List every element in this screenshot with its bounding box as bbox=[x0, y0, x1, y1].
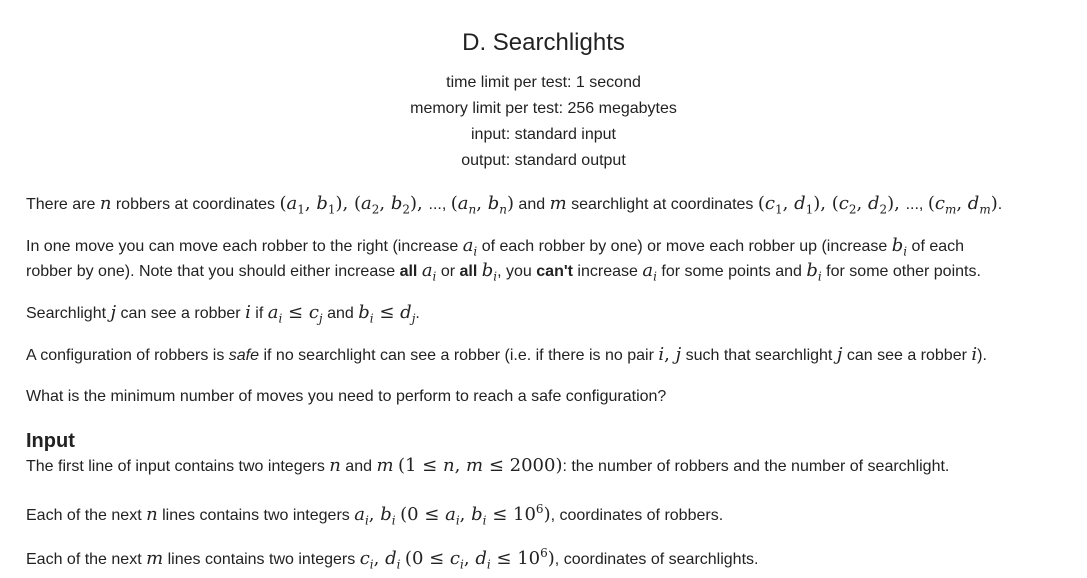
input-line-2: Each of the next n lines contains two integers $a_i$, $b_i$ ($0 \le a_i$, $b_i \le 10^6$), coordinates of robbers. bbox=[26, 502, 724, 528]
statement-paragraph-4: A configuration of robbers is safe if no searchlight can see a robber (i.e. if there is no pair i, j such that searchlight j can see a robber i). bbox=[26, 344, 987, 365]
statement-paragraph-2b: robber by one). Note that you should either increase all $a_i$ or all $b_i$, you can't increase $a_i$ for some points and $b_i$ for some other points. bbox=[26, 260, 981, 284]
input-heading: Input bbox=[26, 430, 75, 452]
statement-paragraph-3: Searchlight j can see a robber i if $a_i \le c_j$ and $b_i \le d_j$. bbox=[26, 302, 420, 326]
time-limit: time limit per test: 1 second bbox=[446, 74, 641, 91]
input-spec: input: standard input bbox=[471, 126, 616, 143]
statement-paragraph-5: What is the minimum number of moves you need to perform to reach a safe configuration? bbox=[26, 388, 667, 405]
input-line-3: Each of the next m lines contains two integers $c_i$, $d_i$ ($0 \le c_i$, $d_i \le 10^6$), coordinates of searchlights. bbox=[26, 546, 759, 572]
output-spec: output: standard output bbox=[461, 152, 626, 169]
statement-paragraph-2a: In one move you can move each robber to the right (increase $a_i$ of each robber by one) or move each robber up (increase $b_i$ of each bbox=[26, 235, 965, 259]
problem-title: D. Searchlights bbox=[462, 29, 625, 56]
statement-paragraph-1: There are n robbers at coordinates ($a_1$, $b_1$), ($a_2$, $b_2$), ..., ($a_n$, $b_n$) and m searchlight at coordinates ($c_1$, $d_1$), ($c_2$, $d_2$), ..., ($c_m$, $d_m$). bbox=[26, 193, 1003, 217]
input-line-1: The first line of input contains two integers n and m (1 ≤ n, m ≤ 2000): the number of robbers and the number of searchlight. bbox=[26, 455, 950, 476]
memory-limit: memory limit per test: 256 megabytes bbox=[410, 100, 677, 117]
